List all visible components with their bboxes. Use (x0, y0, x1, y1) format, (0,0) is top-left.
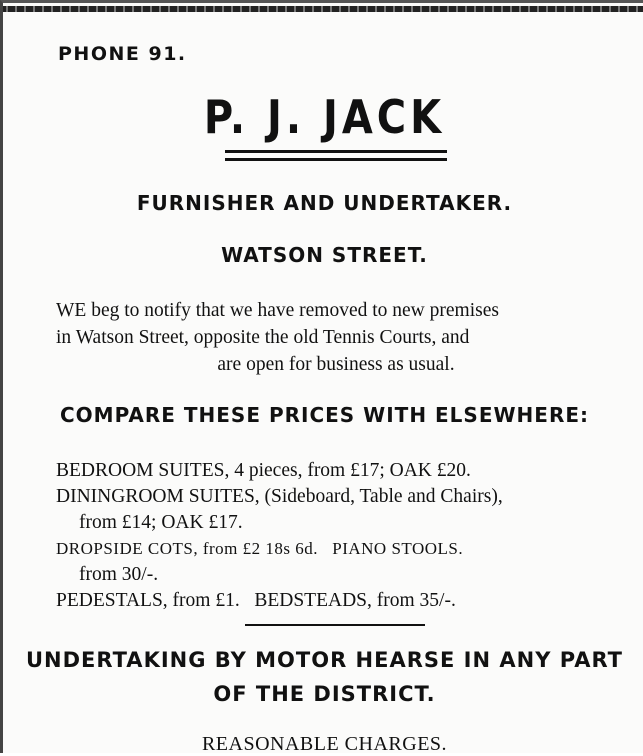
price-cots: DROPSIDE COTS, from £2 18s 6d. (56, 539, 318, 558)
compare-heading: COMPARE THESE PRICES WITH ELSEWHERE: (59, 403, 590, 427)
undertaking-notice (3, 643, 643, 711)
price-cots-row (56, 536, 626, 562)
notice-line-2: in Watson Street, opposite the old Tennis Courts, and (56, 327, 470, 348)
name-underline-top (225, 150, 447, 153)
price-diningroom-cont: from £14; OAK £17. (79, 512, 243, 533)
street-line: WATSON STREET. (221, 243, 428, 267)
notice-line-3: are open for business as usual. (217, 354, 455, 375)
price-list (56, 458, 626, 614)
price-bedroom: BEDROOM SUITES, 4 pieces, from £17; OAK £20. (56, 460, 471, 481)
price-bedsteads: BEDSTEADS, from 35/-. (254, 590, 456, 611)
price-stools-cont: from 30/-. (79, 564, 159, 585)
price-diningroom: DININGROOM SUITES, (Sideboard, Table and Chairs), (56, 486, 503, 507)
undertaking-line-2: OF THE DISTRICT. (213, 682, 436, 706)
section-divider (245, 624, 425, 626)
notice-line-1: WE beg to notify that we have removed to new premises (56, 300, 499, 321)
business-name: P. J. JACK (203, 91, 446, 145)
removal-notice (56, 297, 616, 378)
undertaking-line-1: UNDERTAKING BY MOTOR HEARSE IN ANY PART (25, 648, 623, 672)
price-stools: PIANO STOOLS. (332, 539, 464, 558)
trade-line: FURNISHER AND UNDERTAKER. (136, 191, 513, 215)
charges-line: REASONABLE CHARGES. (201, 733, 448, 755)
price-pedestals: PEDESTALS, from £1. (56, 590, 240, 611)
name-underline-bottom (225, 158, 447, 161)
phone-number: PHONE 91. (58, 43, 187, 65)
price-pedestals-row (56, 588, 626, 614)
top-border-rule (3, 6, 643, 12)
